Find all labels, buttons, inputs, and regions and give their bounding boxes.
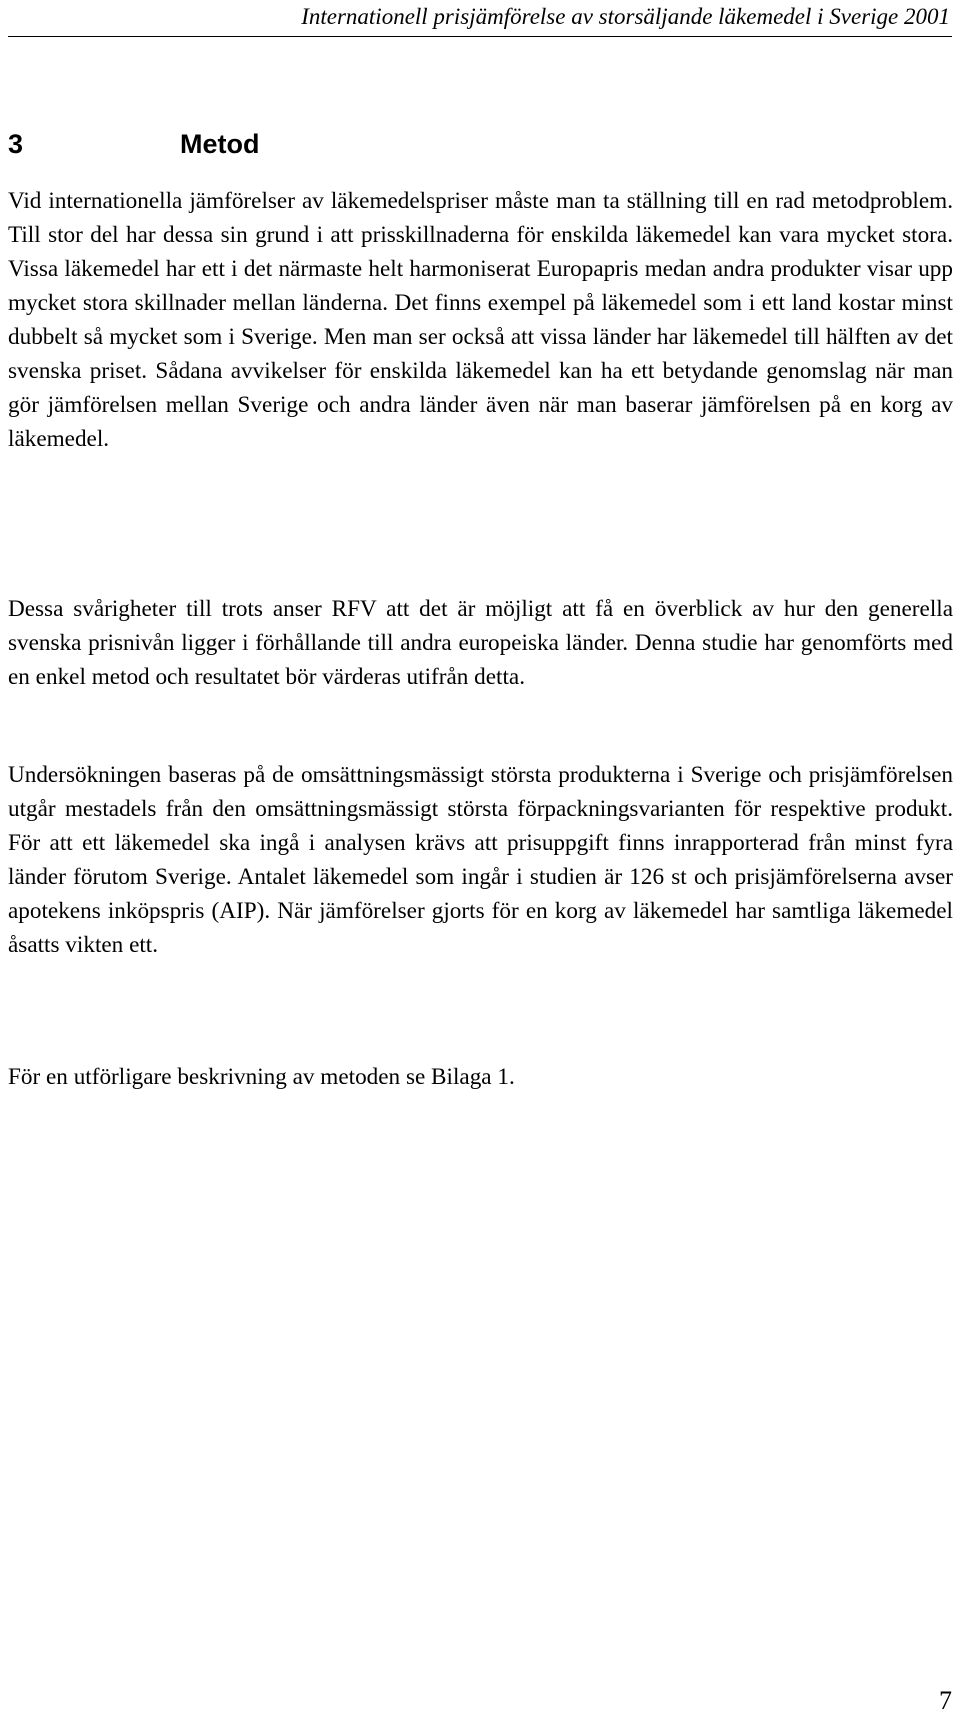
section-title: Metod (180, 129, 260, 159)
paragraph-appendix-reference: För en utförligare beskrivning av metoden se Bilaga 1. (8, 1064, 515, 1090)
paragraph-method-problems: Vid internationella jämförelser av läkemedelspriser måste man ta ställning till en rad metodproblem. Till stor del har dessa sin grund i att prisskillnaderna för enskilda läkemedel kan vara mycket stora. Vissa läkemedel har ett i det närmaste helt harmoniserat Europapris medan andra produkter visar upp mycket stora skillnader mellan länderna. Det finns exempel på läkemedel som i ett land kostar minst dubbelt så mycket som i Sverige. Men man ser också att vissa länder har läkemedel till hälften av det svenska priset. Sådana avvikelser för enskilda läkemedel kan ha ett betydande genomslag när man gör jämförelsen mellan Sverige och andra länder även när man baserar jämförelsen på en korg av läkemedel. (8, 188, 953, 452)
paragraph-study-design: Undersökningen baseras på de omsättningsmässigt största produkterna i Sverige och prisjämförelsen utgår mestadels från den omsättningsmässigt största förpackningsvarianten för respektive produkt. För att ett läkemedel ska ingå i analysen krävs att prisuppgift finns inrapporterad från minst fyra länder förutom Sverige. Antalet läkemedel som ingår i studien är 126 st och prisjämförelserna avser apotekens inköpspris (AIP). När jämförelser gjorts för en korg av läkemedel har samtliga läkemedel åsatts vikten ett. (8, 762, 953, 958)
header-rule (8, 36, 952, 37)
paragraph-overview: Dessa svårigheter till trots anser RFV att det är möjligt att få en överblick av hur den generella svenska prisnivån ligger i förhållande till andra europeiska länder. Denna studie har genomförts med en enkel metod och resultatet bör värderas utifrån detta. (8, 596, 953, 690)
page-number: 7 (939, 1686, 952, 1715)
running-header: Internationell prisjämförelse av storsäljande läkemedel i Sverige 2001 (301, 4, 950, 29)
section-number: 3 (8, 129, 24, 159)
section-heading (8, 128, 259, 160)
